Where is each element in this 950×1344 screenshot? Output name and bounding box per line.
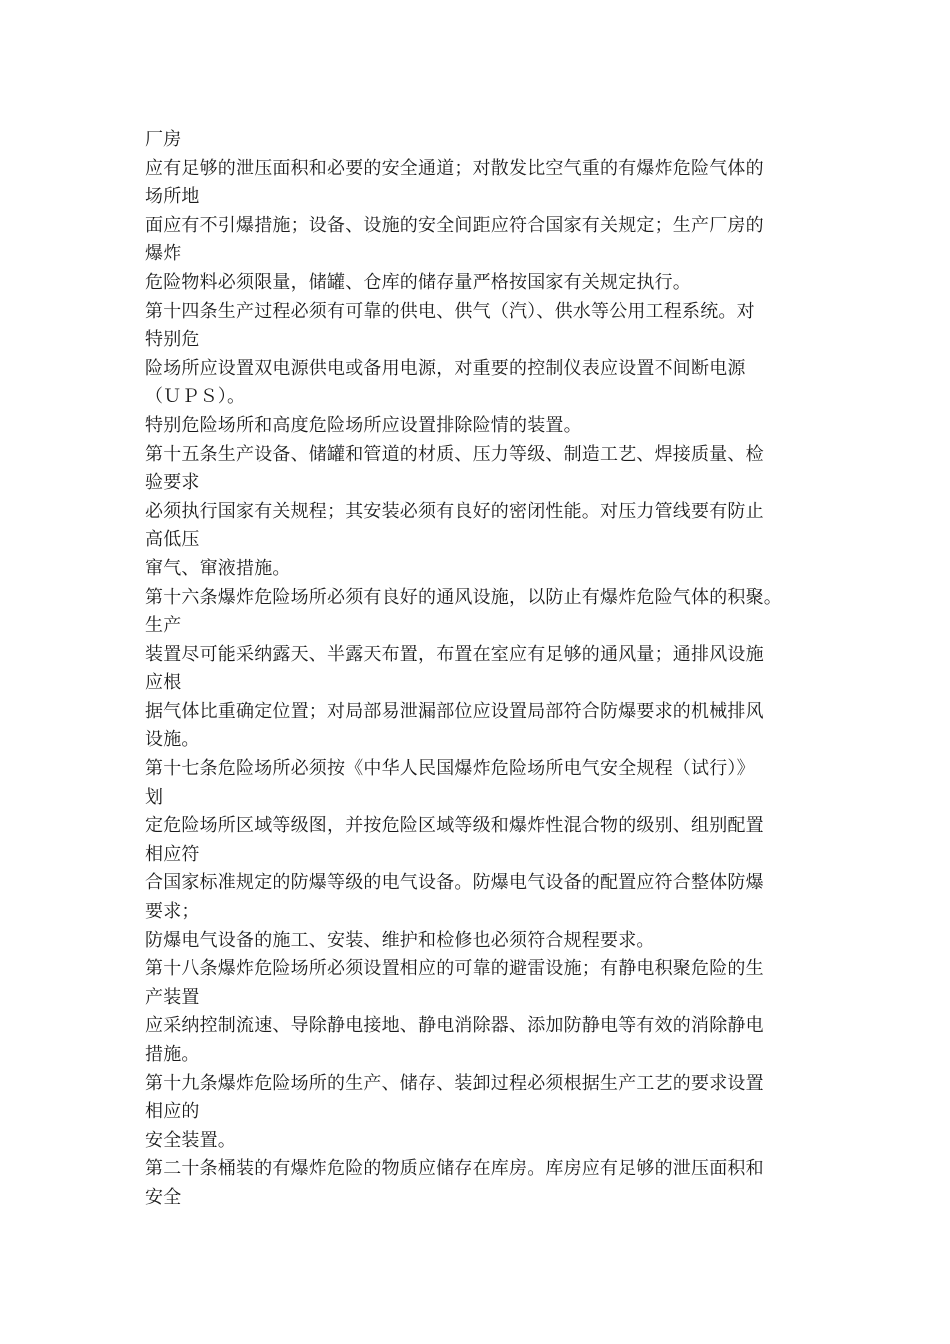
text-line: 危险物料必须限量，储罐、仓库的储存量严格按国家有关规定执行。: [145, 271, 691, 293]
text-line: 定危险场所区域等级图，并按危险区域等级和爆炸性混合物的级别、组别配置: [145, 815, 764, 837]
text-line: 安全装置。: [145, 1129, 236, 1151]
text-line: 险场所应设置双电源供电或备用电源，对重要的控制仪表应设置不间断电源: [145, 357, 746, 379]
text-line: 应有足够的泄压面积和必要的安全通道；对散发比空气重的有爆炸危险气体的: [145, 157, 764, 179]
text-line: 产装置: [145, 986, 200, 1008]
text-line: 据气体比重确定位置；对局部易泄漏部位应设置局部符合防爆要求的机械排风: [145, 700, 764, 722]
text-line: 面应有不引爆措施；设备、设施的安全间距应符合国家有关规定；生产厂房的: [145, 214, 764, 236]
text-line: 第十九条爆炸危险场所的生产、储存、装卸过程必须根据生产工艺的要求设置: [145, 1072, 764, 1094]
text-line: 合国家标准规定的防爆等级的电气设备。防爆电气设备的配置应符合整体防爆: [145, 872, 764, 894]
text-line: 第二十条桶装的有爆炸危险的物质应储存在库房。库房应有足够的泄压面积和: [145, 1158, 764, 1180]
text-line: （ＵＰＳ）。: [145, 386, 246, 408]
text-line: 高低压: [145, 529, 200, 551]
text-line: 特别危: [145, 329, 200, 351]
text-line: 划: [145, 786, 164, 808]
text-line: 设施。: [145, 729, 200, 751]
text-line: 第十四条生产过程必须有可靠的供电、供气（汽）、供水等公用工程系统。对: [145, 300, 755, 322]
text-line: 要求；: [145, 901, 200, 923]
text-line: 应根: [145, 672, 182, 694]
text-line: 场所地: [145, 186, 200, 208]
text-line: 应采纳控制流速、导除静电接地、静电消除器、添加防静电等有效的消除静电: [145, 1015, 764, 1037]
text-line: 防爆电气设备的施工、安装、维护和检修也必须符合规程要求。: [145, 929, 655, 951]
text-line: 相应的: [145, 1101, 200, 1123]
text-line: 措施。: [145, 1044, 200, 1065]
text-line: 窜气、窜液措施。: [145, 557, 291, 579]
text-line: 特别危险场所和高度危险场所应设置排除险情的装置。: [145, 414, 582, 436]
text-line: 爆炸: [145, 243, 182, 265]
text-line: 验要求: [145, 472, 200, 494]
text-line: 厂房: [145, 129, 182, 150]
text-line: 生产: [145, 615, 182, 637]
text-line: 相应符: [145, 843, 200, 865]
text-line: 第十六条爆炸危险场所必须有良好的通风设施，以防止有爆炸危险气体的积聚。: [145, 586, 782, 608]
text-line: 必须执行国家有关规程；其安装必须有良好的密闭性能。对压力管线要有防止: [145, 500, 764, 522]
text-line: 第十八条爆炸危险场所必须设置相应的可靠的避雷设施；有静电积聚危险的生: [145, 958, 764, 980]
text-line: 安全: [145, 1186, 182, 1208]
text-line: 装置尽可能采纳露天、半露天布置，布置在室应有足够的通风量；通排风设施: [145, 643, 764, 665]
text-line: 第十七条危险场所必须按《中华人民国爆炸危险场所电气安全规程（试行）》: [145, 758, 755, 780]
text-line: 第十五条生产设备、储罐和管道的材质、压力等级、制造工艺、焊接质量、检: [145, 443, 764, 465]
document-body: [145, 126, 825, 1213]
